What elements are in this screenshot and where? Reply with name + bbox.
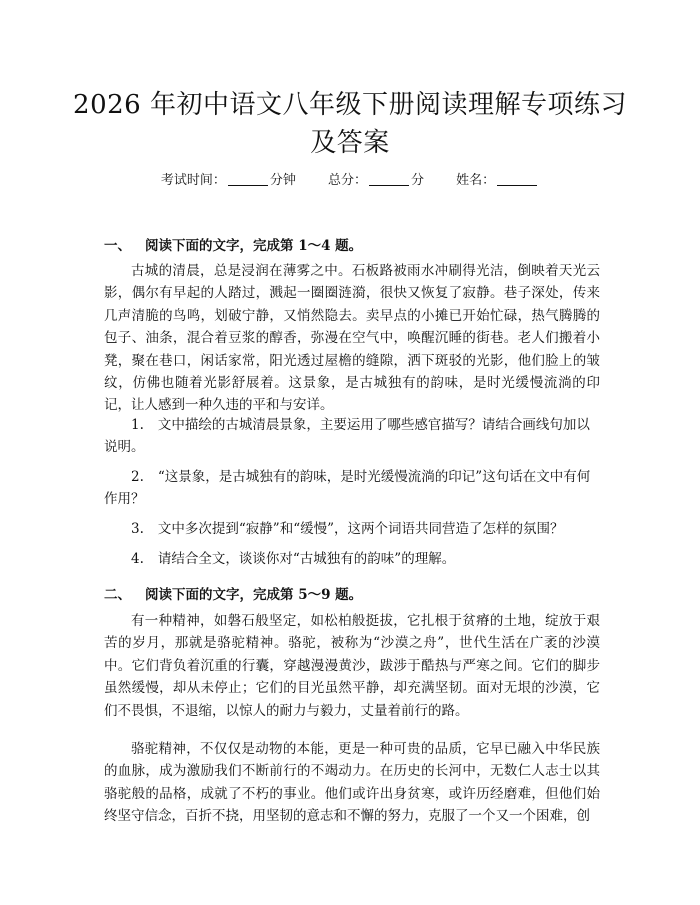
question-4-text: 请结合全文，谈谈你对“古城独有的韵味”的理解。 xyxy=(157,551,456,567)
total-score-label: 总分： xyxy=(327,173,367,188)
student-name-blank xyxy=(497,185,537,186)
question-2-number: 2. xyxy=(131,469,144,485)
question-2-text: “这景象，是古城独有的韵味，是时光缓慢流淌的印记”这句话在文中有何作用？ xyxy=(104,469,591,508)
section-1-number: 一、 xyxy=(104,238,131,254)
question-1-number: 1. xyxy=(131,417,144,433)
total-score-blank xyxy=(369,185,409,186)
exam-time-field xyxy=(161,169,296,188)
section-2-heading xyxy=(104,583,604,603)
exam-time-blank xyxy=(228,185,268,186)
section-2-heading-text: 阅读下面的文字，完成第 5～9 题。 xyxy=(145,587,363,603)
question-4-number: 4. xyxy=(131,551,144,567)
exam-time-label: 考试时间： xyxy=(160,173,226,188)
question-1 xyxy=(104,414,600,459)
student-name-label: 姓名： xyxy=(456,173,496,188)
total-score-unit: 分 xyxy=(411,173,425,188)
total-score-field xyxy=(328,169,424,188)
question-3-text: 文中多次提到“寂静”和“缓慢”，这两个词语共同营造了怎样的氛围？ xyxy=(157,521,564,537)
document-title: 2026 年初中语文八年级下册阅读理解专项练习及答案 xyxy=(73,90,627,158)
section-1-passage: 古城的清晨，总是浸润在薄雾之中。石板路被雨水冲刷得光洁，倒映着天光云影，偶尔有早起的人踏过，溅起一圈圈涟漪，很快又恢复了寂静。巷子深处，传来几声清脆的鸟鸣，划破宁静，又悄然隐去。卖早点的小摊已开始忙碌，热气腾腾的包子、油条，混合着豆浆的醇香，弥漫在空气中，唤醒沉睡的街巷。老人们搬着小凳，聚在巷口，闲话家常，阳光透过屋檐的缝隙，洒下斑驳的光影，他们脸上的皱纹，仿佛也随着光影舒展着。这景象，是古城独有的韵味，是时光缓慢流淌的印记，让人感到一种久违的平和与安详。 xyxy=(104,263,600,414)
section-2-passage-paragraph-2: 骆驼精神，不仅仅是动物的本能，更是一种可贵的品质，它早已融入中华民族的血脉，成为激励我们不断前行的不竭动力。在历史的长河中，无数仁人志士以其骆驼般的品格，成就了不朽的事业。他们或许出身贫寒，或许历经磨难，但他们始终坚守信念，百折不挠，用坚韧的意志和不懈的努力，克服了一个又一个困难，创 xyxy=(104,741,600,825)
section-1-heading-text: 阅读下面的文字，完成第 1～4 题。 xyxy=(145,238,363,254)
section-1-heading xyxy=(104,234,604,254)
student-name-field xyxy=(456,169,539,188)
section-2-passage-paragraph-1: 有一种精神，如磐石般坚定，如松柏般挺拔，它扎根于贫瘠的土地，绽放于艰苦的岁月，那就是骆驼精神。骆驼，被称为“沙漠之舟”，世代生活在广袤的沙漠中。它们背负着沉重的行囊，穿越漫漫黄沙，跋涉于酷热与严寒之间。它们的脚步虽然缓慢，却从未停止；它们的目光虽然平静，却充满坚韧。面对无垠的沙漠，它们不畏惧，不退缩，以惊人的耐力与毅力，丈量着前行的路。 xyxy=(104,613,600,719)
exam-info-line xyxy=(0,169,700,188)
question-3 xyxy=(104,518,600,540)
section-2-number: 二、 xyxy=(104,587,131,603)
question-2 xyxy=(104,466,600,511)
question-3-number: 3. xyxy=(131,521,144,537)
exam-time-unit: 分钟 xyxy=(269,173,296,188)
question-1-text: 文中描绘的古城清晨景象，主要运用了哪些感官描写？请结合画线句加以说明。 xyxy=(104,417,590,456)
question-4 xyxy=(104,548,600,570)
